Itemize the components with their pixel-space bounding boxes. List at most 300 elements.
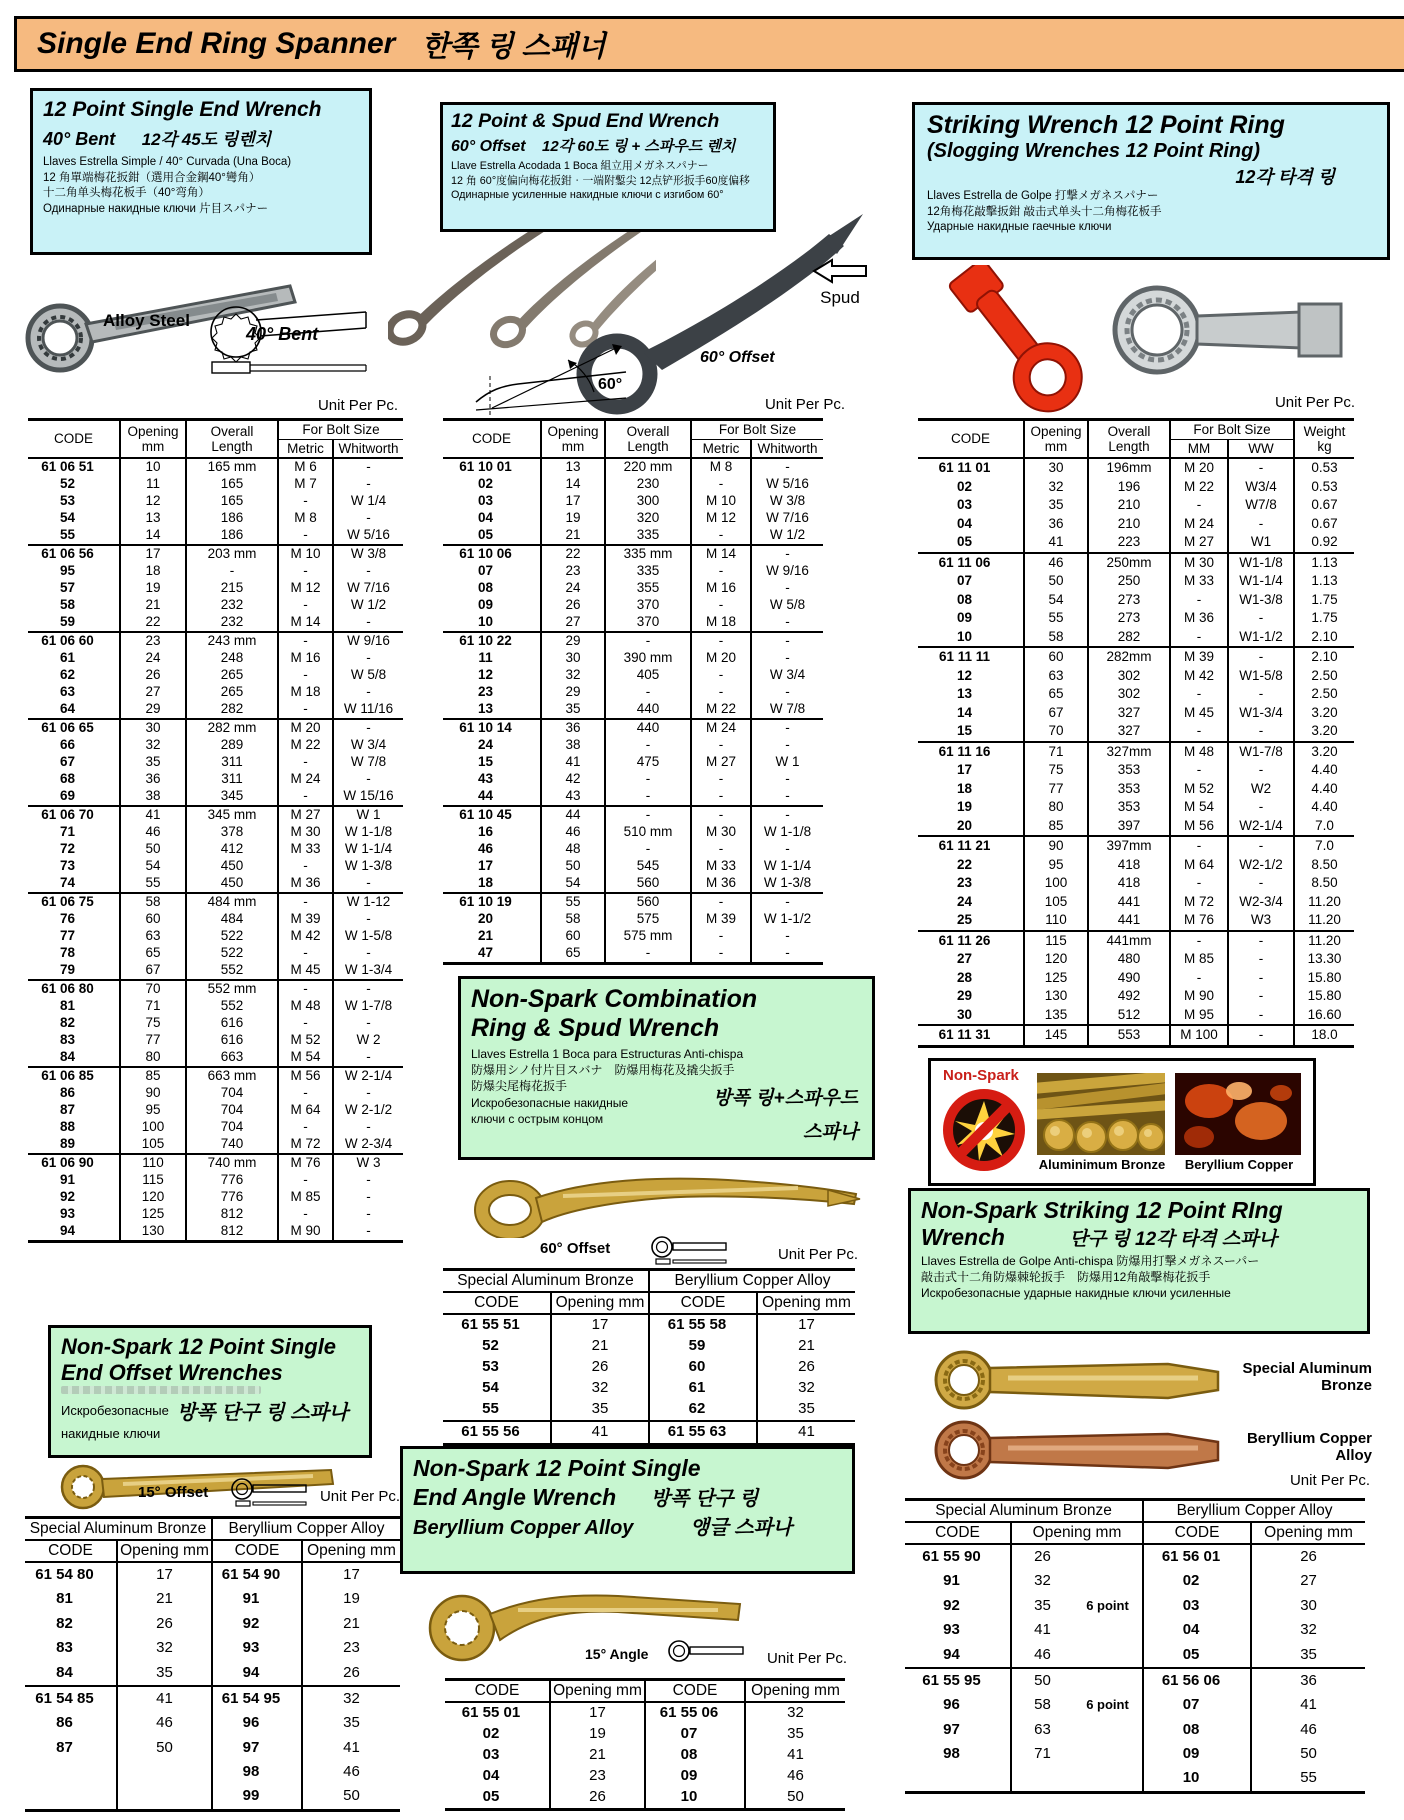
- table-cell: M 20: [691, 650, 751, 667]
- table-cell: 575: [605, 911, 691, 928]
- table-cell: M 7: [278, 476, 333, 493]
- table-row: [28, 980, 403, 998]
- table-cell: 80: [1024, 798, 1088, 817]
- desc-line: Llave Estrella Acodada 1 Boca 組立用メガネスパナー: [451, 160, 709, 172]
- table-row: [443, 858, 823, 875]
- table-cell: 345 mm: [186, 806, 278, 824]
- table-cell: -: [1228, 969, 1294, 988]
- table-cell: M 48: [1170, 742, 1228, 762]
- col-header-code: CODE: [212, 1540, 302, 1562]
- table-cell: -: [691, 667, 751, 684]
- table-row: [443, 1378, 855, 1399]
- table-cell: 46: [745, 1766, 845, 1787]
- table-row: [28, 928, 403, 945]
- table-cell: 663: [186, 1049, 278, 1067]
- section-title3-row: Beryllium Copper Alloy 앵글 스파나: [413, 1517, 793, 1539]
- table-cell: -: [751, 737, 823, 754]
- table-cell: 30: [1024, 458, 1088, 478]
- table-row: [918, 685, 1354, 704]
- no-spark-icon: [941, 1087, 1027, 1173]
- table-row: [443, 771, 823, 788]
- table-cell: 7.0: [1294, 836, 1354, 856]
- col-header-opening: Opening mm: [550, 1680, 645, 1702]
- table-row: [28, 493, 403, 510]
- spud-label: Spud: [820, 288, 860, 307]
- table-cell: -: [333, 1119, 403, 1136]
- table-row: [443, 1336, 855, 1357]
- table-cell: [1073, 1569, 1143, 1593]
- table-cell: -: [751, 684, 823, 701]
- table-cell: 0.92: [1294, 533, 1354, 553]
- table-cell: 38: [120, 788, 186, 806]
- table-cell: 61 55 51: [461, 1316, 520, 1334]
- section-title2: (Slogging Wrenches 12 Point Ring): [927, 140, 1260, 162]
- table-cell: W7/8: [1228, 496, 1294, 515]
- table-cell: 61 55 95: [905, 1668, 1011, 1693]
- table-row: [28, 945, 403, 962]
- table-row: [918, 667, 1354, 686]
- section-title-korean: 12각 타격 링: [1235, 167, 1335, 187]
- table-cell: 42: [541, 771, 605, 788]
- table-cell: 93: [59, 1206, 76, 1222]
- table-cell: 575 mm: [605, 928, 691, 945]
- table-row: [905, 1544, 1365, 1569]
- table-cell: 38: [541, 737, 605, 754]
- table-cell: 04: [477, 510, 494, 526]
- table-cell: M 33: [691, 858, 751, 875]
- table-cell: 50: [302, 1784, 400, 1810]
- table-cell: 19: [120, 580, 186, 597]
- page-title: Single End Ring Spanner: [37, 27, 396, 60]
- table-cell: 93: [212, 1636, 302, 1660]
- table-cell: 353: [1088, 798, 1170, 817]
- section-title-korean: 단구 링 12각 타격 스파나: [1069, 1229, 1277, 1250]
- table-cell: 0.67: [1294, 515, 1354, 534]
- table-cell: 58: [1011, 1693, 1073, 1717]
- table-cell: 46: [120, 824, 186, 841]
- table-cell: 15: [477, 754, 494, 770]
- table-cell: 29: [956, 988, 973, 1004]
- ring-rod-glyph-icon: [228, 1478, 308, 1508]
- table-cell: 105: [120, 1136, 186, 1154]
- table-cell: 302: [1088, 685, 1170, 704]
- table-cell: 41: [541, 754, 605, 771]
- table-cell: -: [1170, 969, 1228, 988]
- table-cell: 15.80: [1294, 987, 1354, 1006]
- table-cell: 05: [1143, 1642, 1251, 1667]
- table-cell: 2.10: [1294, 628, 1354, 648]
- table-cell: 52: [482, 1337, 499, 1355]
- table-row: [443, 684, 823, 701]
- table-cell: 55: [1024, 609, 1088, 628]
- table-cell: 03: [1143, 1593, 1251, 1617]
- table-cell: [25, 1760, 117, 1784]
- table-cell: -: [751, 771, 823, 788]
- table-row: [28, 771, 403, 788]
- table-cell: 23: [477, 684, 494, 700]
- table-cell: 61 06 65: [28, 719, 120, 737]
- table-cell: 15: [956, 723, 973, 739]
- table-cell: 66: [59, 737, 76, 753]
- table-cell: 44: [477, 788, 494, 804]
- table-cell: M 42: [278, 928, 333, 945]
- table-cell: 10: [477, 614, 494, 630]
- table-cell: W2-1/2: [1228, 856, 1294, 875]
- table-cell: -: [1228, 836, 1294, 856]
- table-cell: 04: [1143, 1618, 1251, 1642]
- table-cell: 512: [1088, 1006, 1170, 1026]
- table-cell: M 39: [1170, 647, 1228, 667]
- table-cell: 24: [541, 580, 605, 597]
- table-cell: M 56: [1170, 817, 1228, 837]
- table-cell: -: [691, 597, 751, 614]
- table-cell: 25: [956, 912, 973, 928]
- table-cell: -: [333, 1206, 403, 1223]
- table-cell: 61 06 75: [28, 893, 120, 911]
- table-cell: 98: [212, 1760, 302, 1784]
- table-cell: 282 mm: [186, 719, 278, 737]
- table-cell: -: [691, 527, 751, 545]
- table-cell: -: [333, 510, 403, 527]
- table-cell: 85: [120, 1067, 186, 1085]
- table-cell: 36: [120, 771, 186, 788]
- table-cell: -: [333, 1085, 403, 1102]
- table-cell: 475: [605, 754, 691, 771]
- alloy-steel-label: Alloy Steel: [103, 311, 190, 330]
- table-cell: M 100: [1170, 1025, 1228, 1046]
- table-cell: 115: [1024, 931, 1088, 951]
- table-cell: W 9/16: [333, 632, 403, 650]
- table-cell: 52: [59, 476, 76, 492]
- section-title-korean2: 스파나: [802, 1122, 858, 1143]
- table-cell: 91: [212, 1587, 302, 1611]
- table-row: [445, 1702, 845, 1724]
- nonspark-photo-box: [928, 1058, 1316, 1186]
- table-cell: W 5/8: [751, 597, 823, 614]
- table-cell: 35: [757, 1399, 855, 1421]
- table-cell: 89: [59, 1136, 76, 1152]
- table-cell: 11.20: [1294, 893, 1354, 912]
- table-cell: [1073, 1668, 1143, 1693]
- table-cell: 1.75: [1294, 609, 1354, 628]
- table-cell: W 1-1/4: [751, 858, 823, 875]
- col-header-opening: Opening mm: [757, 1292, 855, 1314]
- col-header-bronze: Special Aluminum Bronze: [443, 1270, 649, 1292]
- desc-line: накидные ключи: [61, 1426, 161, 1441]
- table-cell: 405: [605, 667, 691, 684]
- desc-line: Одинарные усиленные накидные ключи с изгибом 60°: [451, 189, 724, 202]
- table-cell: 10: [120, 458, 186, 476]
- table-cell: 311: [186, 771, 278, 788]
- table-cell: -: [691, 737, 751, 754]
- desc-line: 防爆用シノ付片目スバナ 防爆用梅花及撬尖扳手: [471, 1063, 735, 1078]
- table-row: [905, 1618, 1365, 1642]
- table-cell: -: [278, 945, 333, 962]
- table-cell: 370: [605, 614, 691, 632]
- table-cell: -: [278, 563, 333, 580]
- table-cell: W 9/16: [751, 563, 823, 580]
- table-cell: 17: [117, 1562, 212, 1587]
- table-cell: 353: [1088, 761, 1170, 780]
- col-header-metric: Metric: [278, 439, 333, 458]
- table-cell: -: [333, 1172, 403, 1189]
- table-cell: -: [1228, 798, 1294, 817]
- table-cell: 41: [117, 1686, 212, 1711]
- table-cell: 32: [1011, 1569, 1073, 1593]
- section-subtitle: 40° Bent 12각 45도 링렌치: [43, 129, 272, 149]
- desc-line: Llaves Estrella de Golpe 打撃メガネスパナー: [927, 190, 1159, 202]
- table-cell: 13: [541, 458, 605, 476]
- table-row: [443, 737, 823, 754]
- table-row: [25, 1587, 400, 1611]
- unit-per-pc-label: Unit Per Pc.: [766, 1650, 847, 1667]
- table-cell: 94: [59, 1223, 76, 1239]
- table-cell: 71: [1011, 1742, 1073, 1766]
- table-cell: M 24: [278, 771, 333, 788]
- table-cell: 265: [186, 667, 278, 684]
- desc-line: Llaves Estrella 1 Boca para Estructuras Anti-chispa: [471, 1047, 744, 1061]
- table-row: [443, 632, 823, 650]
- table-cell: 46: [1011, 1642, 1073, 1667]
- table-row: [443, 788, 823, 806]
- table-cell: 99: [212, 1784, 302, 1810]
- table-cell: 2.50: [1294, 685, 1354, 704]
- table-cell: -: [691, 928, 751, 945]
- table-cell: 08: [1143, 1717, 1251, 1741]
- table-row: [443, 1314, 855, 1336]
- table-cell: 60: [1024, 647, 1088, 667]
- table-cell: 46: [541, 824, 605, 841]
- table-row: [28, 788, 403, 806]
- table-cell: 61 55 63: [649, 1421, 757, 1445]
- table-cell: M 6: [278, 458, 333, 476]
- table-cell: 70: [120, 980, 186, 998]
- table-cell: 03: [482, 1746, 500, 1764]
- table-cell: 17: [550, 1702, 645, 1724]
- table-cell: W 3/4: [751, 667, 823, 684]
- table-cell: 63: [1024, 667, 1088, 686]
- table-cell: [905, 1766, 1011, 1792]
- table-cell: -: [751, 545, 823, 563]
- table-cell: 54: [59, 510, 76, 526]
- col-header-weight: Weight kg: [1294, 420, 1354, 459]
- table-cell: 7.0: [1294, 817, 1354, 837]
- table-row: [28, 962, 403, 980]
- table-cell: 62: [649, 1399, 757, 1421]
- page-title-korean: 한쪽 링 스패너: [421, 30, 606, 63]
- table-cell: 58: [120, 893, 186, 911]
- table-row: [918, 856, 1354, 875]
- bronze-wrench-label: Special Aluminum Bronze: [1242, 1360, 1372, 1394]
- table-cell: 250: [1088, 572, 1170, 591]
- table-row: [918, 742, 1354, 762]
- table-cell: -: [1228, 931, 1294, 951]
- table-cell: 740: [186, 1136, 278, 1154]
- table-cell: 27: [120, 684, 186, 701]
- table-cell: -: [691, 684, 751, 701]
- table-cell: 63: [59, 684, 76, 700]
- table-cell: 16.60: [1294, 1006, 1354, 1026]
- table-row: [28, 998, 403, 1015]
- table-cell: -: [1228, 950, 1294, 969]
- gold-spud-wrench-image: [468, 1166, 863, 1238]
- table-cell: 6 point: [1086, 1697, 1129, 1713]
- table-cell: [117, 1784, 212, 1810]
- table-cell: M 36: [691, 875, 751, 893]
- table-cell: M 30: [1170, 553, 1228, 573]
- table-cell: 07: [956, 573, 973, 589]
- table-cell: 96: [943, 1696, 960, 1714]
- table-cell: 35: [302, 1711, 400, 1735]
- table-cell: 21: [477, 928, 494, 944]
- table-cell: M 39: [691, 911, 751, 928]
- table-cell: -: [1228, 761, 1294, 780]
- table-cell: -: [333, 614, 403, 632]
- table-cell: 81: [59, 998, 76, 1014]
- table-row: [443, 928, 823, 945]
- table-cell: 11: [120, 476, 186, 493]
- table-cell: 55: [59, 527, 76, 543]
- table-row: [443, 580, 823, 597]
- table-cell: 289: [186, 737, 278, 754]
- section-title2: End Offset Wrenches: [61, 1360, 283, 1385]
- table-cell: 59: [59, 614, 76, 630]
- unit-per-pc-label: Unit Per Pc.: [319, 1488, 400, 1505]
- table-cell: -: [605, 771, 691, 788]
- table-row: [443, 1399, 855, 1421]
- table-cell: 355: [605, 580, 691, 597]
- table-cell: 04: [956, 515, 973, 531]
- table-cell: 30: [120, 719, 186, 737]
- table-row: [445, 1787, 845, 1810]
- table-cell: -: [333, 684, 403, 701]
- table-cell: -: [691, 806, 751, 824]
- table-cell: 26: [551, 1357, 649, 1378]
- table-cell: 83: [56, 1639, 73, 1657]
- section-title2-row: Wrench 단구 링 12각 타격 스파나: [921, 1224, 1277, 1250]
- table-row: [28, 1015, 403, 1032]
- table-cell: 418: [1088, 874, 1170, 893]
- table-cell: -: [751, 458, 823, 476]
- table-row: [25, 1760, 400, 1784]
- table-cell: W 3: [333, 1154, 403, 1172]
- col-header-code: CODE: [443, 420, 541, 459]
- table-row: [28, 597, 403, 614]
- table-row: [28, 510, 403, 527]
- table-row: [905, 1642, 1365, 1667]
- header-row: [443, 420, 823, 440]
- header-row: [443, 1292, 855, 1314]
- table-cell: 86: [56, 1714, 73, 1732]
- table-cell: -: [691, 771, 751, 788]
- bronze-photo-label: Aluminimum Bronze: [1038, 1157, 1166, 1172]
- table-cell: 26: [302, 1660, 400, 1685]
- table-cell: 55: [120, 875, 186, 893]
- table-cell: W 2-1/2: [333, 1102, 403, 1119]
- table-cell: 8.50: [1294, 874, 1354, 893]
- desc-line: Llaves Estrella de Golpe Anti-chispa 防爆用打撃メガネスーパー: [921, 1254, 1260, 1268]
- table-row: [28, 527, 403, 545]
- desc-row: Искробезопасные 방폭 단구 링 스파나: [61, 1396, 359, 1425]
- table-cell: W 1-5/8: [333, 928, 403, 945]
- col-header-opening: Opening mm: [302, 1540, 400, 1562]
- table-row: [918, 572, 1354, 591]
- table-cell: 21: [550, 1745, 645, 1766]
- table-cell: -: [691, 563, 751, 580]
- table-cell: 61 11 06: [918, 553, 1024, 573]
- table-cell: 23: [120, 632, 186, 650]
- col-header-bronze: Special Aluminum Bronze: [25, 1518, 212, 1540]
- table-cell: 353: [1088, 780, 1170, 799]
- table-cell: 441: [1088, 893, 1170, 912]
- table-cell: -: [691, 632, 751, 650]
- nonspark-label: Non-Spark: [943, 1067, 1019, 1084]
- table-row: [28, 754, 403, 771]
- table-cell: 450: [186, 875, 278, 893]
- table-cell: 17: [302, 1562, 400, 1587]
- table-cell: -: [278, 893, 333, 911]
- table-cell: 397mm: [1088, 836, 1170, 856]
- table-cell: 20: [956, 817, 973, 833]
- table-cell: M 56: [278, 1067, 333, 1085]
- col-header-ww: WW: [1228, 439, 1294, 458]
- table-row: [25, 1686, 400, 1711]
- table-row: [918, 931, 1354, 951]
- table-cell: -: [1228, 609, 1294, 628]
- table-cell: M 16: [691, 580, 751, 597]
- table-cell: 41: [1011, 1618, 1073, 1642]
- table-row: [918, 628, 1354, 648]
- table-cell: -: [278, 1206, 333, 1223]
- table-row: [28, 1206, 403, 1223]
- table-cell: 335: [605, 563, 691, 580]
- table-cell: -: [1170, 874, 1228, 893]
- table-cell: -: [751, 580, 823, 597]
- section-title: Non-Spark 12 Point Single: [413, 1455, 701, 1481]
- table-row: [918, 722, 1354, 742]
- table-cell: 335 mm: [605, 545, 691, 563]
- table-cell: 94: [212, 1660, 302, 1685]
- section-header-striking: [912, 102, 1390, 260]
- table-cell: 26: [117, 1611, 212, 1635]
- table-cell: 522: [186, 945, 278, 962]
- table-cell: 09: [956, 610, 973, 626]
- ns-striking-spec-table: [905, 1498, 1365, 1794]
- table-cell: 560: [605, 893, 691, 911]
- table-cell: M 10: [691, 493, 751, 510]
- table-cell: 69: [59, 788, 76, 804]
- table-cell: 43: [477, 771, 494, 787]
- table-cell: 19: [550, 1724, 645, 1745]
- table-row: [918, 458, 1354, 478]
- table-row: [918, 478, 1354, 497]
- table-cell: 22: [120, 614, 186, 632]
- table-cell: M 64: [1170, 856, 1228, 875]
- table-cell: -: [333, 980, 403, 998]
- table-cell: 1.13: [1294, 572, 1354, 591]
- table-cell: 19: [541, 510, 605, 527]
- table-cell: 71: [120, 998, 186, 1015]
- table-cell: 812: [186, 1223, 278, 1242]
- table-cell: 616: [186, 1015, 278, 1032]
- table-cell: 91: [59, 1172, 76, 1188]
- table-cell: -: [278, 1119, 333, 1136]
- col-header-code: CODE: [28, 420, 120, 459]
- table-row: [918, 798, 1354, 817]
- bent-40-label: 40° Bent: [246, 324, 319, 344]
- table-cell: 05: [482, 1788, 500, 1806]
- spud-spec-table: [443, 418, 823, 965]
